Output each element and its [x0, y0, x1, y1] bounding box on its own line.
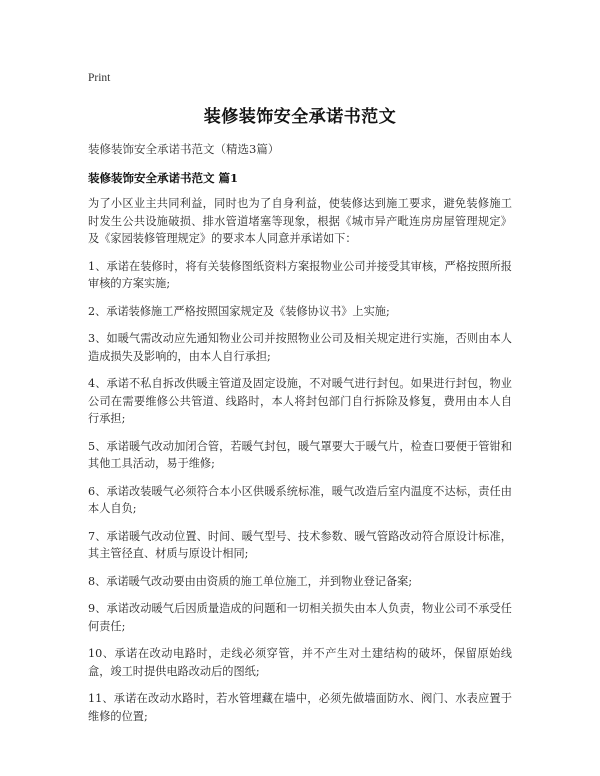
commitment-item-3: 3、如暖气需改动应先通知物业公司并按照物业公司及相关规定进行实施，否则由本人造成损失及影响的，由本人自行承担; [88, 332, 512, 363]
commitment-item-7: 7、承诺暖气改动位置、时间、暖气型号、技术参数、暖气管路改动符合原设计标准，其主管径直、材质与原设计相同; [88, 529, 512, 560]
commitment-item-5: 5、承诺暖气改动加闭合管，若暖气封包，暖气罩要大于暖气片，检查口要便于管钳和其他工具活动，易于维修; [88, 439, 512, 470]
section-heading: 装修装饰安全承诺书范文 篇1 [88, 171, 239, 185]
print-link[interactable]: Print [88, 72, 111, 84]
commitment-item-2: 2、承诺装修施工严格按照国家规定及《装修协议书》上实施; [88, 304, 390, 318]
commitment-item-1: 1、承诺在装修时，将有关装修图纸资料方案报物业公司并接受其审核，严格按照所报审核的方案实施; [88, 259, 512, 290]
intro-paragraph: 为了小区业主共同利益，同时也为了自身利益，使装修达到施工要求，避免装修施工时发生公共设施破损、排水管道堵塞等现象，根据《城市异产毗连房房屋管理规定》及《家园装修管理规定》的要求本人同意并承诺如下： [88, 197, 512, 245]
commitment-item-4: 4、承诺不私自拆改供暖主管道及固定设施，不对暖气进行封包。如果进行封包，物业公司在需要维修公共管道、线路时，本人将封包部门自行拆除及修复，费用由本人自行承担; [88, 377, 512, 425]
commitment-item-10: 10、承诺在改动电路时，走线必须穿管，并不产生对土建结构的破坏，保留原始线盒，竣工时提供电路改动后的图纸; [88, 647, 512, 678]
commitment-item-6: 6、承诺改装暖气必须符合本小区供暖系统标准，暖气改造后室内温度不达标，责任由本人自负; [88, 484, 512, 515]
document-subtitle: 装修装饰安全承诺书范文（精选3篇） [88, 142, 280, 156]
commitment-item-8: 8、承诺暖气改动要由由资质的施工单位施工，并到物业登记备案; [88, 574, 413, 588]
page-title: 装修装饰安全承诺书范文 [203, 107, 397, 127]
paragraph-list [88, 195, 512, 725]
commitment-item-9: 9、承诺改动暖气后因质量造成的问题和一切相关损失由本人负责，物业公司不承受任何责任; [88, 602, 512, 633]
commitment-item-11: 11、承诺在改动水路时，若水管埋藏在墙中，必须先做墙面防水、阀门、水表应置于维修的位置; [88, 692, 512, 723]
